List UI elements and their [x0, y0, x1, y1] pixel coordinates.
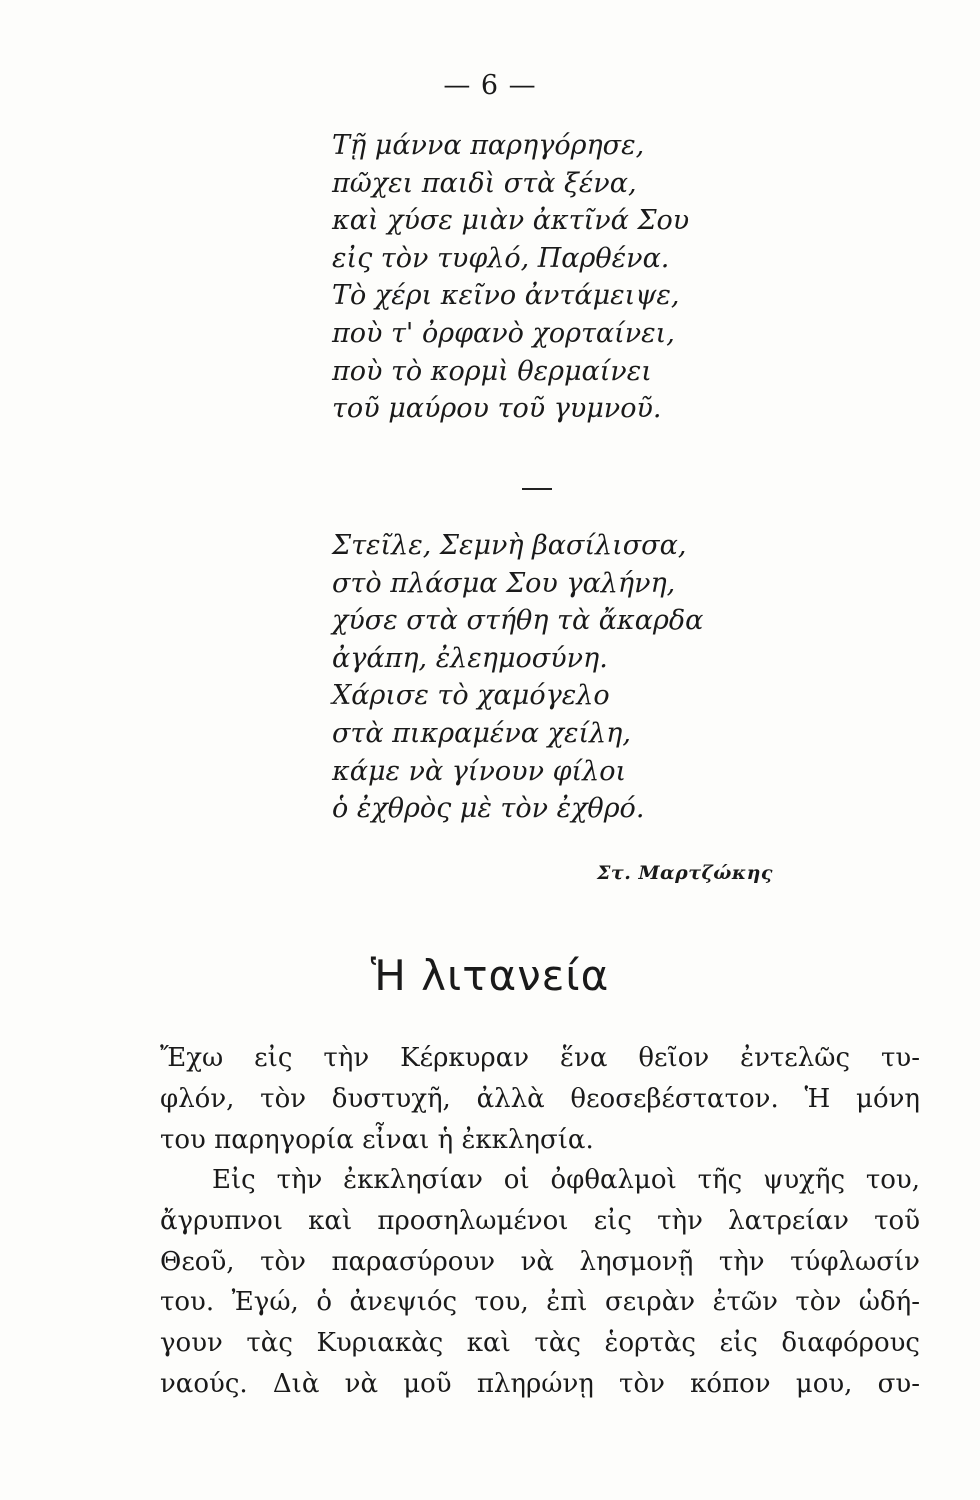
verse-line: τοῦ μαύρου τοῦ γυμνοῦ. [332, 393, 662, 425]
paragraph-1 [160, 1038, 920, 1160]
verse-line: Στεῖλε, Σεμνὴ βασίλισσα, [332, 530, 687, 561]
poem-stanza-2 [332, 527, 892, 828]
prose-line: Θεοῦ, τὸν παρασύρουν νὰ λησμονῇ τὴν τύφλωσίν [160, 1246, 920, 1277]
prose-line: του. Ἐγώ, ὁ ἀνεψιός του, ἐπὶ σειρὰν ἐτῶν τὸν ὡδή- [160, 1287, 920, 1318]
section-title: Ἡ λιτανεία [370, 951, 610, 1000]
verse-line: χύσε στὰ στήθη τὰ ἄκαρδα [332, 605, 704, 637]
paragraph-2 [160, 1160, 920, 1405]
prose-line: Ἔχω εἰς τὴν Κέρκυραν ἕνα θεῖον ἐντελῶς τυ- [160, 1043, 920, 1073]
page-number: — 6 — [443, 70, 537, 101]
prose-line: του παρηγορία εἶναι ἡ ἐκκλησία. [160, 1124, 594, 1155]
verse-line: Τὸ χέρι κεῖνο ἀντάμειψε, [332, 280, 680, 312]
prose-line: φλόν, τὸν δυστυχῆ, ἀλλὰ θεοσεβέστατον. Ἡ μόνη [160, 1083, 920, 1114]
verse-line: Χάρισε τὸ χαμόγελο [332, 680, 610, 712]
verse-line: ποὺ τ' ὀρφανὸ χορταίνει, [332, 317, 675, 349]
poem-signature: Στ. Μαρτζώκης [597, 862, 773, 884]
verse-line: καὶ χύσε μιὰν ἀκτῖνά Σου [332, 205, 690, 237]
verse-line: εἰς τὸν τυφλό, Παρθένα. [332, 242, 670, 274]
poem-stanza-1 [332, 127, 892, 428]
prose-line: ναούς. Διὰ νὰ μοῦ πληρώνῃ τὸν κόπον μου, συ- [160, 1368, 920, 1399]
verse-line: Τῇ μάννα παρηγόρησε, [332, 130, 645, 161]
verse-line: πῶχει παιδὶ στὰ ξένα, [332, 167, 637, 199]
verse-line: κάμε νὰ γίνουν φίλοι [332, 755, 627, 787]
stanza-divider [522, 488, 552, 490]
verse-line: ποὺ τὸ κορμὶ θερμαίνει [332, 355, 652, 387]
prose-line: γουν τὰς Κυριακὰς καὶ τὰς ἑορτὰς εἰς διαφόρους [160, 1328, 920, 1359]
verse-line: ὁ ἐχθρὸς μὲ τὸν ἐχθρό. [332, 793, 645, 825]
prose-line: Εἰς τὴν ἐκκλησίαν οἱ ὀφθαλμοὶ τῆς ψυχῆς του, [212, 1165, 920, 1195]
verse-line: στὰ πικραμένα χείλη, [332, 717, 631, 749]
verse-line: στὸ πλάσμα Σου γαλήνη, [332, 567, 676, 599]
verse-line: ἀγάπη, ἐλεημοσύνη. [332, 642, 608, 674]
prose-line: ἄγρυπνοι καὶ προσηλωμένοι εἰς τὴν λατρείαν τοῦ [160, 1205, 920, 1236]
